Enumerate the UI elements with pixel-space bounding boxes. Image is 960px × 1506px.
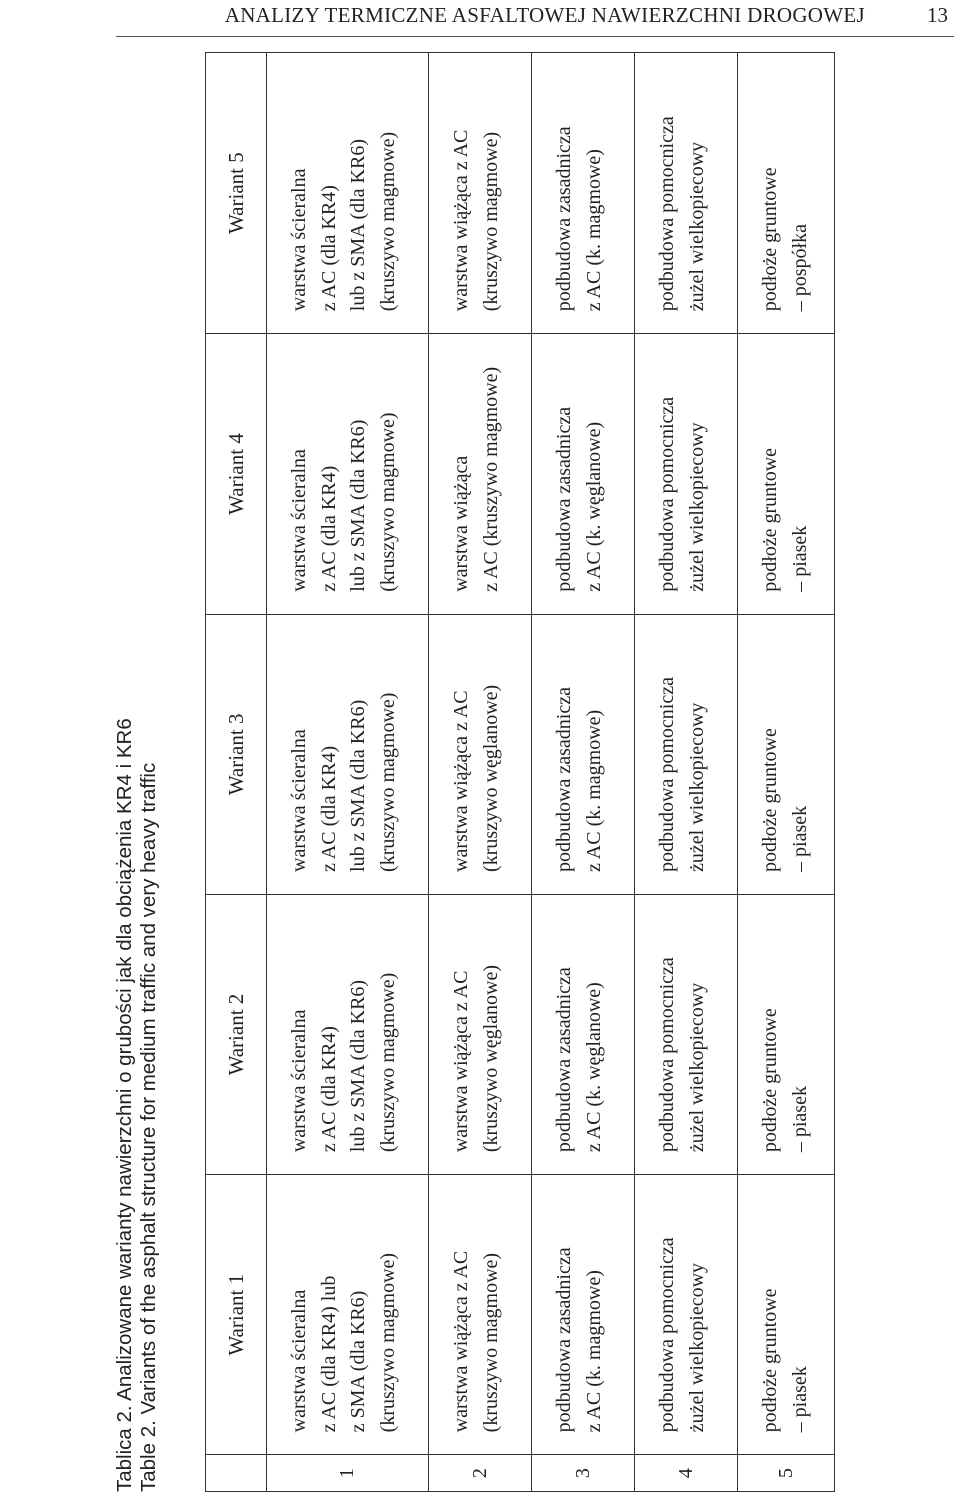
table-cell (429, 53, 532, 334)
cell-line: podbudowa zasadnicza (553, 1247, 575, 1433)
cell-line: podbudowa pomocnicza (656, 957, 678, 1153)
cell-line: lub z SMA (dla KR6) (347, 699, 369, 872)
table-cell (738, 614, 835, 894)
cell-line: z AC (dla KR4) (317, 185, 340, 312)
cell-line: – piasek (788, 525, 811, 592)
cell-line: (kruszywo magmowe) (479, 1252, 502, 1433)
cell-line: z AC (dla KR4) lub (317, 1275, 340, 1433)
table-cell (532, 334, 635, 615)
cell-line: podbudowa zasadnicza (553, 687, 575, 872)
cell-line: żużel wielkopiecowy (685, 1262, 708, 1433)
cell-line: z AC (dla KR4) (317, 745, 340, 872)
cell-line: podłoże gruntowe (759, 1008, 781, 1153)
table-cell (532, 894, 635, 1174)
cell-line: z AC (k. magmowe) (582, 709, 605, 872)
table-cell (429, 614, 532, 894)
cell-line: z AC (dla KR4) (317, 465, 340, 592)
table-cell (429, 334, 532, 615)
table-cell (738, 1175, 835, 1455)
rotated-table-block (113, 42, 960, 1492)
table-cell (635, 614, 738, 894)
cell-line: warstwa ścieralna (288, 1009, 310, 1153)
cell-line: podbudowa pomocnicza (656, 396, 678, 592)
cell-line: podbudowa pomocnicza (656, 677, 678, 872)
cell-line: warstwa wiążąca z AC (450, 690, 472, 872)
table-cell (532, 614, 635, 894)
cell-line: z AC (kruszywo magmowe) (479, 366, 502, 592)
cell-line: podłoże gruntowe (759, 1288, 781, 1433)
cell-line: z AC (k. magmowe) (582, 149, 605, 312)
cell-line: lub z SMA (dla KR6) (347, 979, 369, 1153)
running-header (0, 0, 960, 40)
table-cell (267, 894, 429, 1174)
table-cell (267, 334, 429, 615)
cell-line: lub z SMA (dla KR6) (347, 139, 369, 312)
layer-number: 4 (635, 1455, 738, 1492)
table-cell (738, 334, 835, 615)
cell-line: (kruszywo magmowe) (376, 412, 399, 592)
layer-number: 1 (267, 1455, 429, 1492)
header-num (206, 1455, 267, 1492)
cell-line: (kruszywo magmowe) (376, 972, 399, 1153)
table-row (429, 53, 532, 1492)
table-row (738, 53, 835, 1492)
table-cell (635, 894, 738, 1174)
table-row (267, 53, 429, 1492)
table-cell (267, 614, 429, 894)
cell-line: warstwa ścieralna (288, 449, 310, 592)
page-number: 13 (927, 3, 948, 27)
cell-line: podbudowa zasadnicza (553, 406, 575, 592)
table-cell (429, 894, 532, 1174)
cell-line: (kruszywo magmowe) (376, 1252, 399, 1433)
caption-english: Table 2. Variants of the asphalt structure for medium traffic and very heavy traffic (137, 762, 160, 1492)
table-cell (738, 894, 835, 1174)
cell-line: (kruszywo magmowe) (479, 131, 502, 312)
variants-table (205, 52, 835, 1492)
table-cell (532, 53, 635, 334)
header-variant-3: Wariant 3 (206, 614, 267, 894)
table-header-row (206, 53, 267, 1492)
header-rule (116, 36, 954, 37)
cell-line: (kruszywo magmowe) (376, 131, 399, 312)
cell-line: warstwa ścieralna (288, 1289, 310, 1433)
cell-line: podbudowa pomocnicza (656, 1237, 678, 1433)
cell-line: podłoże gruntowe (759, 167, 781, 312)
cell-line: (kruszywo węglanowe) (479, 964, 502, 1153)
cell-line: podbudowa zasadnicza (553, 967, 575, 1153)
table-cell (635, 53, 738, 334)
cell-line: – pospółka (788, 224, 811, 312)
cell-line: warstwa wiążąca z AC (450, 970, 472, 1153)
table-row (635, 53, 738, 1492)
table-cell (267, 53, 429, 334)
table-cell (635, 334, 738, 615)
cell-line: warstwa wiążąca (450, 455, 472, 592)
layer-number: 3 (532, 1455, 635, 1492)
cell-line: – piasek (788, 1086, 811, 1153)
cell-line: żużel wielkopiecowy (685, 702, 708, 872)
cell-line: z AC (k. magmowe) (582, 1270, 605, 1433)
cell-line: warstwa wiążąca z AC (450, 129, 472, 312)
table-cell (532, 1175, 635, 1455)
cell-line: – piasek (788, 1366, 811, 1433)
table-cell (635, 1175, 738, 1455)
cell-line: (kruszywo magmowe) (376, 692, 399, 872)
cell-line: żużel wielkopiecowy (685, 982, 708, 1153)
cell-line: lub z SMA (dla KR6) (347, 419, 369, 592)
cell-line: podłoże gruntowe (759, 728, 781, 872)
header-variant-2: Wariant 2 (206, 894, 267, 1174)
cell-line: warstwa wiążąca z AC (450, 1250, 472, 1433)
table-caption (113, 718, 161, 1492)
cell-line: podbudowa zasadnicza (553, 126, 575, 312)
cell-line: z AC (k. węglanowe) (582, 982, 605, 1153)
layer-number: 5 (738, 1455, 835, 1492)
cell-line: z AC (dla KR4) (317, 1026, 340, 1153)
cell-line: warstwa ścieralna (288, 168, 310, 312)
cell-line: (kruszywo węglanowe) (479, 684, 502, 872)
running-header-title: ANALIZY TERMICZNE ASFALTOWEJ NAWIERZCHNI DROGOWEJ (224, 3, 865, 27)
cell-line: warstwa ścieralna (288, 729, 310, 872)
cell-line: z AC (k. węglanowe) (582, 421, 605, 592)
table-cell (429, 1175, 532, 1455)
table-row (532, 53, 635, 1492)
caption-polish: Tablica 2. Analizowane warianty nawierzchni o grubości jak dla obciążenia KR4 i KR6 (113, 718, 136, 1492)
cell-line: podbudowa pomocnicza (656, 116, 678, 312)
header-variant-1: Wariant 1 (206, 1175, 267, 1455)
header-variant-4: Wariant 4 (206, 334, 267, 615)
header-variant-5: Wariant 5 (206, 53, 267, 334)
table-cell (267, 1175, 429, 1455)
table-cell (738, 53, 835, 334)
cell-line: z SMA (dla KR6) (347, 1290, 369, 1433)
cell-line: żużel wielkopiecowy (685, 141, 708, 312)
cell-line: – piasek (788, 805, 811, 872)
layer-number: 2 (429, 1455, 532, 1492)
cell-line: żużel wielkopiecowy (685, 422, 708, 592)
cell-line: podłoże gruntowe (759, 447, 781, 592)
